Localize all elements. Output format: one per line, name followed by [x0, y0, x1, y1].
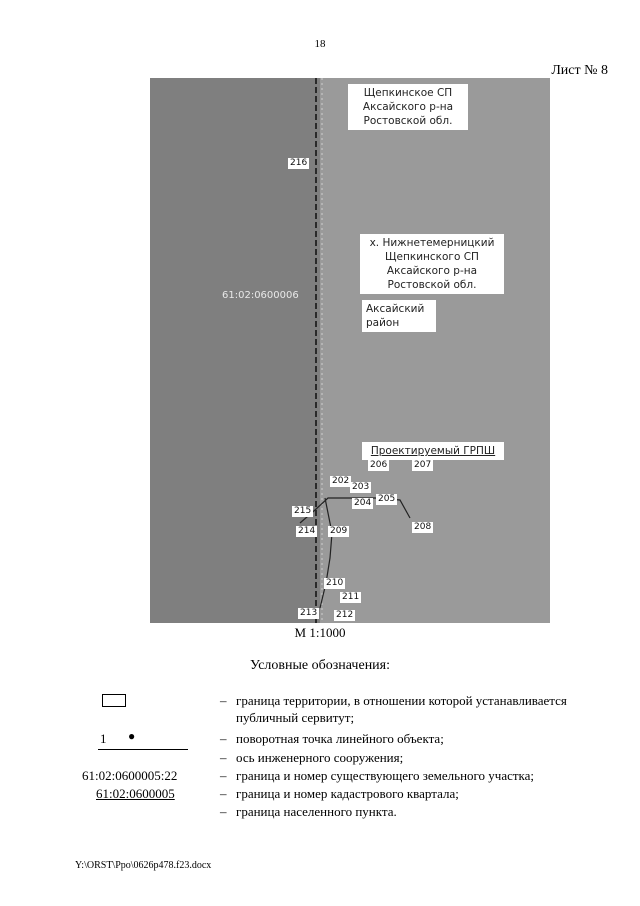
page-number: 18 — [314, 38, 326, 50]
point-label: 216 — [290, 158, 308, 168]
legend-dash: – — [220, 693, 227, 708]
point-label: 212 — [336, 610, 354, 620]
point-label: 203 — [352, 482, 370, 492]
cadastral-quarter-number: 61:02:0600005 — [96, 786, 175, 801]
file-path-footer: Y:\ORST\Ppo\0626p478.f23.docx — [75, 860, 212, 871]
point-label: 206 — [370, 460, 388, 470]
legend-text: ось инженерного сооружения; — [236, 750, 404, 765]
point-label: 209 — [330, 526, 348, 536]
legend-text: граница и номер кадастрового квартала; — [236, 786, 459, 801]
dot-icon: ● — [128, 729, 136, 743]
point-label: 211 — [342, 592, 360, 602]
point-label: 204 — [354, 498, 372, 508]
point-label: 207 — [414, 460, 432, 470]
legend-title: Условные обозначения: — [249, 658, 391, 673]
legend-text: граница территории, в отношении которой устанавливается публичный сервитут; — [236, 693, 567, 725]
map-linework — [150, 78, 550, 623]
land-plot-number: 61:02:0600005:22 — [82, 768, 178, 783]
project-label: Проектируемый ГРПШ — [362, 442, 504, 460]
legend-text: граница населенного пункта. — [236, 804, 397, 819]
legend-text: поворотная точка линейного объекта; — [236, 731, 444, 746]
legend-dash: – — [220, 804, 227, 819]
legend-dash: – — [220, 786, 227, 801]
legend-text: граница и номер существующего земельного участка; — [236, 768, 535, 783]
legend-dash: – — [220, 750, 227, 765]
map-image — [150, 78, 550, 623]
map-scale: М 1:1000 — [294, 625, 346, 640]
point-label: 215 — [294, 506, 312, 516]
turn-point-number: 1 — [100, 731, 107, 746]
district-label: Аксайский район — [362, 300, 436, 332]
point-label: 210 — [326, 578, 344, 588]
point-label: 202 — [332, 476, 350, 486]
point-label: 214 — [298, 526, 316, 536]
point-label: 213 — [300, 608, 318, 618]
legend-row — [78, 692, 618, 726]
legend-dash: – — [220, 731, 227, 746]
sheet-label: Лист № 8 — [551, 63, 608, 78]
settlement-label-top: Щепкинское СП Аксайского р-на Ростовской обл. — [348, 84, 468, 130]
legend-dash: – — [220, 768, 227, 783]
point-label: 208 — [414, 522, 432, 532]
cadastral-quarter-label: 61:02:0600006 — [222, 290, 299, 301]
settlement-label-mid: х. Нижнетемерницкий Щепкинского СП Аксайского р-на Ростовской обл. — [360, 234, 504, 294]
point-label: 205 — [378, 494, 396, 504]
